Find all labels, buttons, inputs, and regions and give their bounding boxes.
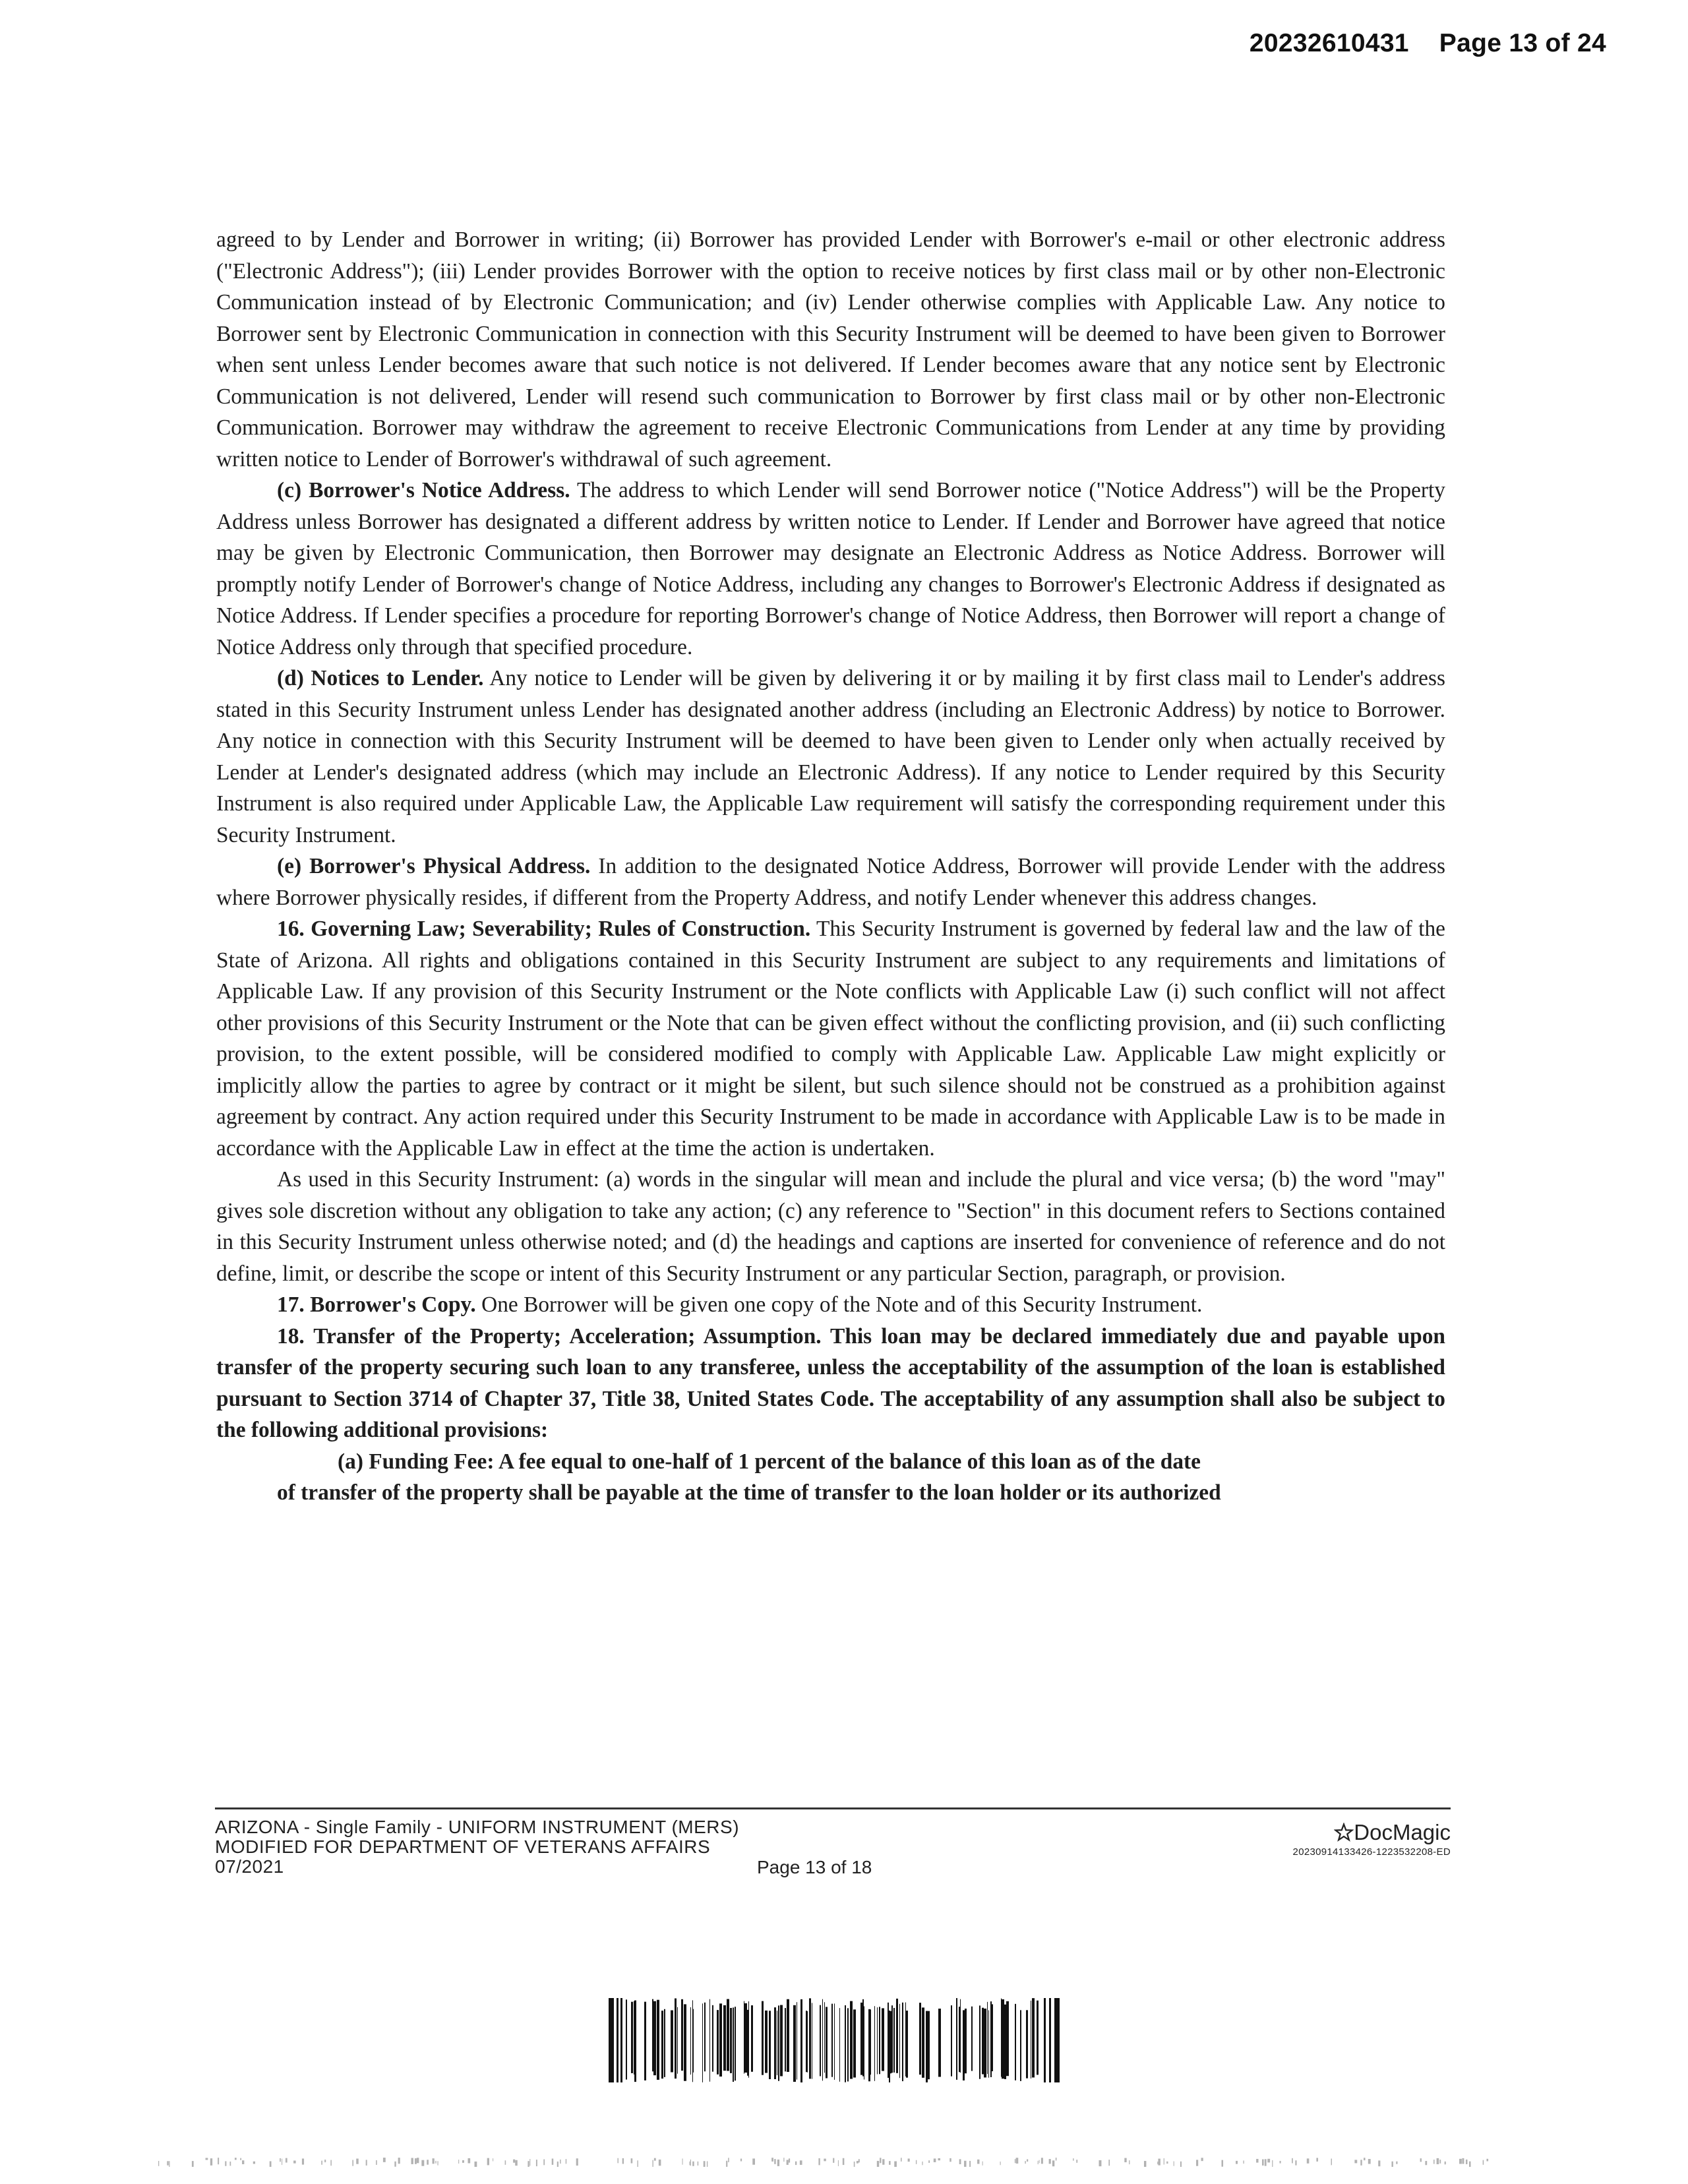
recording-header bbox=[1250, 29, 1606, 58]
section-18a-line2: of transfer of the property shall be payable at the time of transfer to the loan holder or its authorized bbox=[277, 1480, 1221, 1505]
paragraph-physical-address: (e) Borrower's Physical Address. In addition to the designated Notice Address, Borrower will provide Lender with the address where Borrower physically resides, if different from the Property Address, and notify Lender whenever this address changes. bbox=[216, 854, 1445, 910]
section-16-construction: As used in this Security Instrument: (a) words in the singular will mean and include the plural and vice versa; (b) the word "may" gives sole discretion without any obligation to take any action; (c) any reference to "Section" in this document refers to Sections contained in this Security Instrument unless otherwise noted; and (d) the headings and captions are inserted for convenience of reference and do not define, limit, or describe the scope or intent of this Security Instrument or any particular Section, paragraph, or provision. bbox=[216, 1167, 1445, 1286]
footer-form-info bbox=[215, 1817, 739, 1877]
section-18: 18. Transfer of the Property; Acceleration; Assumption. This loan may be declared immediately due and payable upon transfer of the property securing such loan to any transferee, unless the acceptability of the assumption of the loan is established pursuant to Section 3714 of Chapter 37, Title 38, United States Code. The acceptability of any assumption shall also be subject to the following additional provisions: bbox=[216, 1323, 1445, 1442]
footer-form-date: 07/2021 bbox=[215, 1856, 284, 1877]
footer-form-title: ARIZONA - Single Family - UNIFORM INSTRUMENT (MERS) bbox=[215, 1817, 740, 1837]
heading-notices-to-lender: (d) Notices to Lender. bbox=[277, 666, 484, 690]
document-body bbox=[216, 224, 1445, 1509]
docmagic-id: 20230914133426-1223532208-ED bbox=[1292, 1846, 1451, 1858]
footer-divider bbox=[215, 1807, 1451, 1809]
star-icon bbox=[1334, 1823, 1354, 1842]
recording-page-label: Page 13 of 24 bbox=[1439, 29, 1606, 57]
paragraph-notices-to-lender: (d) Notices to Lender. Any notice to Lender will be given by delivering it or by mailing it by first class mail to Lender's address stated in this Security Instrument unless Lender has designated another address (including an Electronic Address) by notice to Borrower. Any notice in connection with this Security Instrument will be deemed to have been given to Lender only when actually received by Lender at Lender's designated address (which may include an Electronic Address). If any notice to Lender required by this Security Instrument is also required under Applicable Law, the Applicable Law requirement will satisfy the corresponding requirement under this Security Instrument. bbox=[216, 666, 1445, 847]
section-17: 17. Borrower's Copy. One Borrower will be given one copy of the Note and of this Security Instrument. bbox=[277, 1292, 1203, 1317]
section-16: 16. Governing Law; Severability; Rules of Construction. This Security Instrument is governed by federal law and the law of the State of Arizona. All rights and obligations contained in this Security Instrument are subject to any requirements and limitations of Applicable Law. If any provision of this Security Instrument or the Note conflicts with Applicable Law (i) such conflict will not affect other provisions of this Security Instrument or the Note that can be given effect without the conflicting provision, and (ii) such conflicting provision, to the extent possible, will be considered modified to comply with Applicable Law. Applicable Law might explicitly or implicitly allow the parties to agree by contract or it might be silent, but such silence should not be construed as a prohibition against agreement by contract. Any action required under this Security Instrument to be made in accordance with Applicable Law is to be made in accordance with the Applicable Law in effect at the time the action is undertaken. bbox=[216, 917, 1446, 1161]
section-18a-line1: (a) Funding Fee: A fee equal to one-half of 1 percent of the balance of this loan as of the date bbox=[338, 1449, 1201, 1474]
paragraph-electronic-notice: agreed to by Lender and Borrower in writing; (ii) Borrower has provided Lender with Borrower's e-mail or other electronic address ("Electronic Address"); (iii) Lender provides Borrower with the option to receive notices by first class mail or by other non-Electronic Communication instead of by Electronic Communication; and (iv) Lender otherwise complies with Applicable Law. Any notice to Borrower sent by Electronic Communication in connection with this Security Instrument will be deemed to have been given to Borrower when sent unless Lender becomes aware that such notice is not delivered. If Lender becomes aware that any notice sent by Electronic Communication is not delivered, Lender will resend such communication to Borrower by first class mail or by other non-Electronic Communication. Borrower may withdraw the agreement to receive Electronic Communications from Lender at any time by providing written notice to Lender of Borrower's withdrawal of such agreement. bbox=[216, 228, 1445, 471]
heading-section-17: 17. Borrower's Copy. bbox=[277, 1292, 476, 1317]
footer-page-number: Page 13 of 18 bbox=[757, 1857, 872, 1877]
document-number: 20232610431 bbox=[1249, 29, 1409, 57]
heading-section-18: 18. Transfer of the Property; Acceleration; Assumption. bbox=[277, 1323, 822, 1349]
docmagic-logo: DocMagic bbox=[1293, 1820, 1451, 1845]
scan-noise bbox=[158, 2158, 1490, 2167]
heading-physical-address: (e) Borrower's Physical Address. bbox=[277, 854, 591, 878]
heading-section-16: 16. Governing Law; Severability; Rules of Construction. bbox=[277, 917, 811, 941]
footer-form-modifier: MODIFIED FOR DEPARTMENT OF VETERANS AFFAIRS bbox=[215, 1836, 711, 1857]
barcode bbox=[609, 1998, 1061, 2082]
paragraph-notice-address: (c) Borrower's Notice Address. The address to which Lender will send Borrower notice ("Notice Address") will be the Property Address unless Borrower has designated a different address by written notice to Lender. If Lender and Borrower have agreed that notice may be given by Electronic Communication, then Borrower may designate an Electronic Address as Notice Address. Borrower will promptly notify Lender of Borrower's change of Notice Address, including any changes to Borrower's Electronic Address if designated as Notice Address. If Lender specifies a procedure for reporting Borrower's change of Notice Address, then Borrower will report a change of Notice Address only through that specified procedure. bbox=[216, 478, 1445, 659]
heading-notice-address: (c) Borrower's Notice Address. bbox=[277, 478, 570, 502]
footer-brand bbox=[1293, 1820, 1451, 1858]
